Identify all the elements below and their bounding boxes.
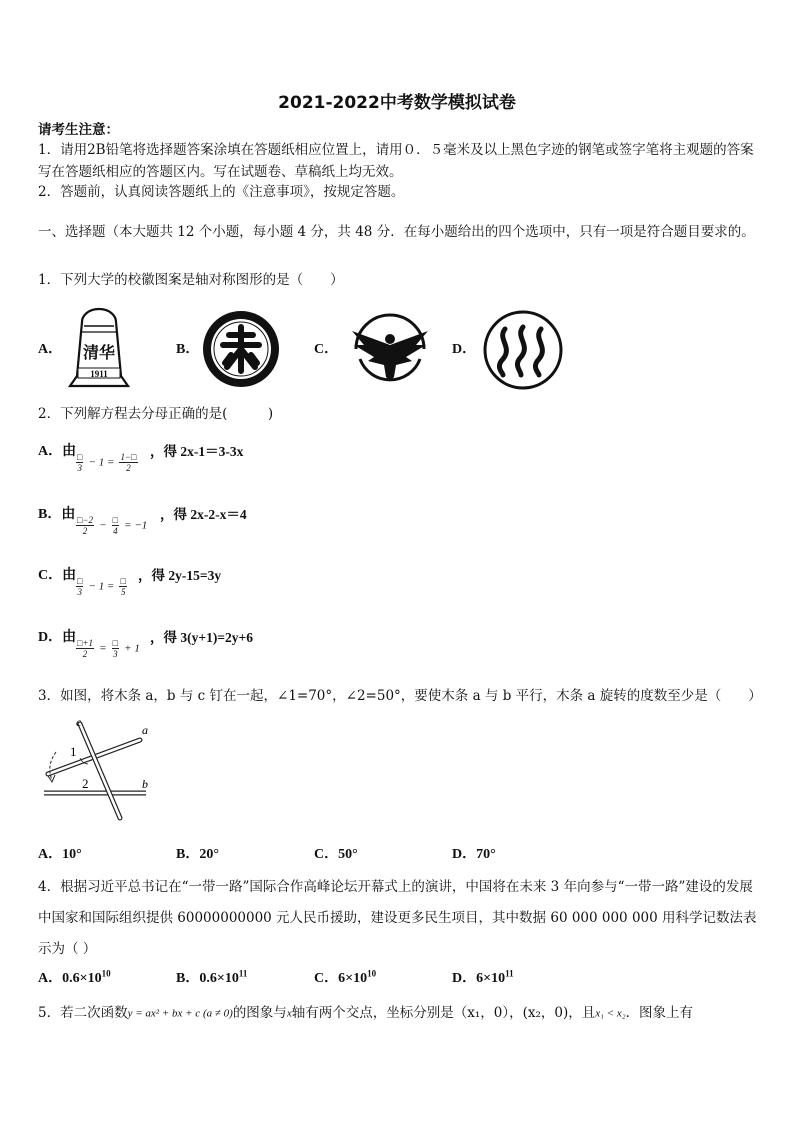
q3-option-a: A．10°	[38, 847, 82, 862]
q2-b-equation: $\frac{□-2}{2}$ − $\frac{□}{4}$ = −1	[77, 515, 148, 536]
q4-option-c: C．$6\times 10^{10}$	[314, 968, 377, 986]
tsinghua-emblem-icon	[64, 306, 134, 394]
q1-option-a: A．	[38, 342, 63, 357]
stick-c	[80, 724, 120, 818]
notice-heading: 请考生注意：	[38, 122, 119, 138]
q2-option-b: B．由	[38, 507, 76, 522]
label-c: c	[76, 715, 82, 729]
wave-emblem-icon	[481, 309, 565, 391]
q2-option-d: D．由	[38, 630, 77, 645]
q1-option-b: B．	[176, 342, 200, 357]
q5-stem: 5．若二次函数y = ax² + bx + c (a ≠ 0)的图象与x轴有两个交点，坐标分别是（x₁，0），(x₂，0)，且x₁ < x₂．图象上有	[38, 1005, 694, 1021]
q4-option-d: D．$6\times 10^{11}$	[452, 968, 514, 986]
label-b: b	[142, 777, 148, 791]
q2-c-equation: $\frac{□}{3}$ − 1 = $\frac{□}{5}$	[77, 576, 126, 597]
q2-b-result: ，得 2x-2-x＝4	[160, 507, 247, 522]
eagle-emblem-icon	[346, 309, 434, 385]
q2-c-result: ，得 2y-15=3y	[138, 568, 222, 583]
notice-item-1: 1．请用2B铅笔将选择题答案涂填在答题纸相应位置上，请用０．５毫米及以上黑色字迹的钢笔或签字笔将主观题的答案写在答题纸相应的答题区内。写在试题卷、草稿纸上均无效。	[38, 142, 754, 180]
q3-stem: 3．如图，将木条 a，b 与 c 钉在一起，∠1=70°，∠2=50°，要使木条 a 与 b 平行，木条 a 旋转的度数至少是（ ）	[38, 688, 762, 704]
q2-stem: 2．下列解方程去分母正确的是( )	[38, 406, 274, 422]
label-a: a	[142, 723, 148, 737]
page-title: 2021-2022中考数学模拟试卷	[278, 93, 516, 113]
notice-item-2: 2．答题前，认真阅读答题纸上的《注意事项》，按规定答题。	[38, 184, 405, 200]
q5-formula: y = ax² + bx + c (a ≠ 0)	[127, 1007, 233, 1020]
q1-option-c: C．	[314, 342, 339, 357]
emblem-a-year: 1911	[90, 369, 108, 379]
q2-d-equation: $\frac{□+1}{2}$ = $\frac{□}{3}$ + 1	[77, 638, 140, 659]
angle-1-label: 1	[70, 744, 77, 759]
q5-condition: x₁ < x₂	[595, 1007, 626, 1020]
q2-a-equation: $\frac{□}{3}$ − 1 = $\frac{1-□}{2}$	[77, 452, 137, 473]
q3-option-b: B．20°	[176, 847, 219, 862]
q2-option-a: A．由	[38, 444, 77, 459]
q2-a-result: ，得 2x-1＝3-3x	[150, 444, 244, 459]
q4-option-b: B．$0.6\times 10^{11}$	[176, 968, 248, 986]
q4-stem: 4．根据习近平总书记在“一带一路”国际合作高峰论坛开幕式上的演讲，中国将在未来 3 年向参与“一带一路”建设的发展中国家和国际组织提供 60000000000 元人民币援助，建设更多民生项目，其中数据 60 000 000 000 用科学记数法表示为（ ）	[38, 879, 757, 957]
emblem-a-text: 清华	[82, 345, 116, 362]
angle-2-label: 2	[82, 776, 89, 791]
q3-option-c: C．50°	[314, 847, 358, 862]
q2-d-result: ，得 3(y+1)=2y+6	[150, 630, 253, 645]
wooden-sticks-figure	[36, 712, 156, 824]
q1-option-d: D．	[452, 342, 477, 357]
q1-stem: 1．下列大学的校徽图案是轴对称图形的是（ ）	[38, 272, 344, 288]
q4-option-a: A．$0.6\times 10^{10}$	[38, 968, 111, 986]
peking-emblem-icon	[201, 309, 281, 389]
q2-option-c: C．由	[38, 568, 77, 583]
section-heading: 一、选择题（本大题共 12 个小题，每小题 4 分，共 48 分．在每小题给出的四个选项中，只有一项是符合题目要求的。	[38, 224, 755, 240]
q3-option-d: D．70°	[452, 847, 496, 862]
